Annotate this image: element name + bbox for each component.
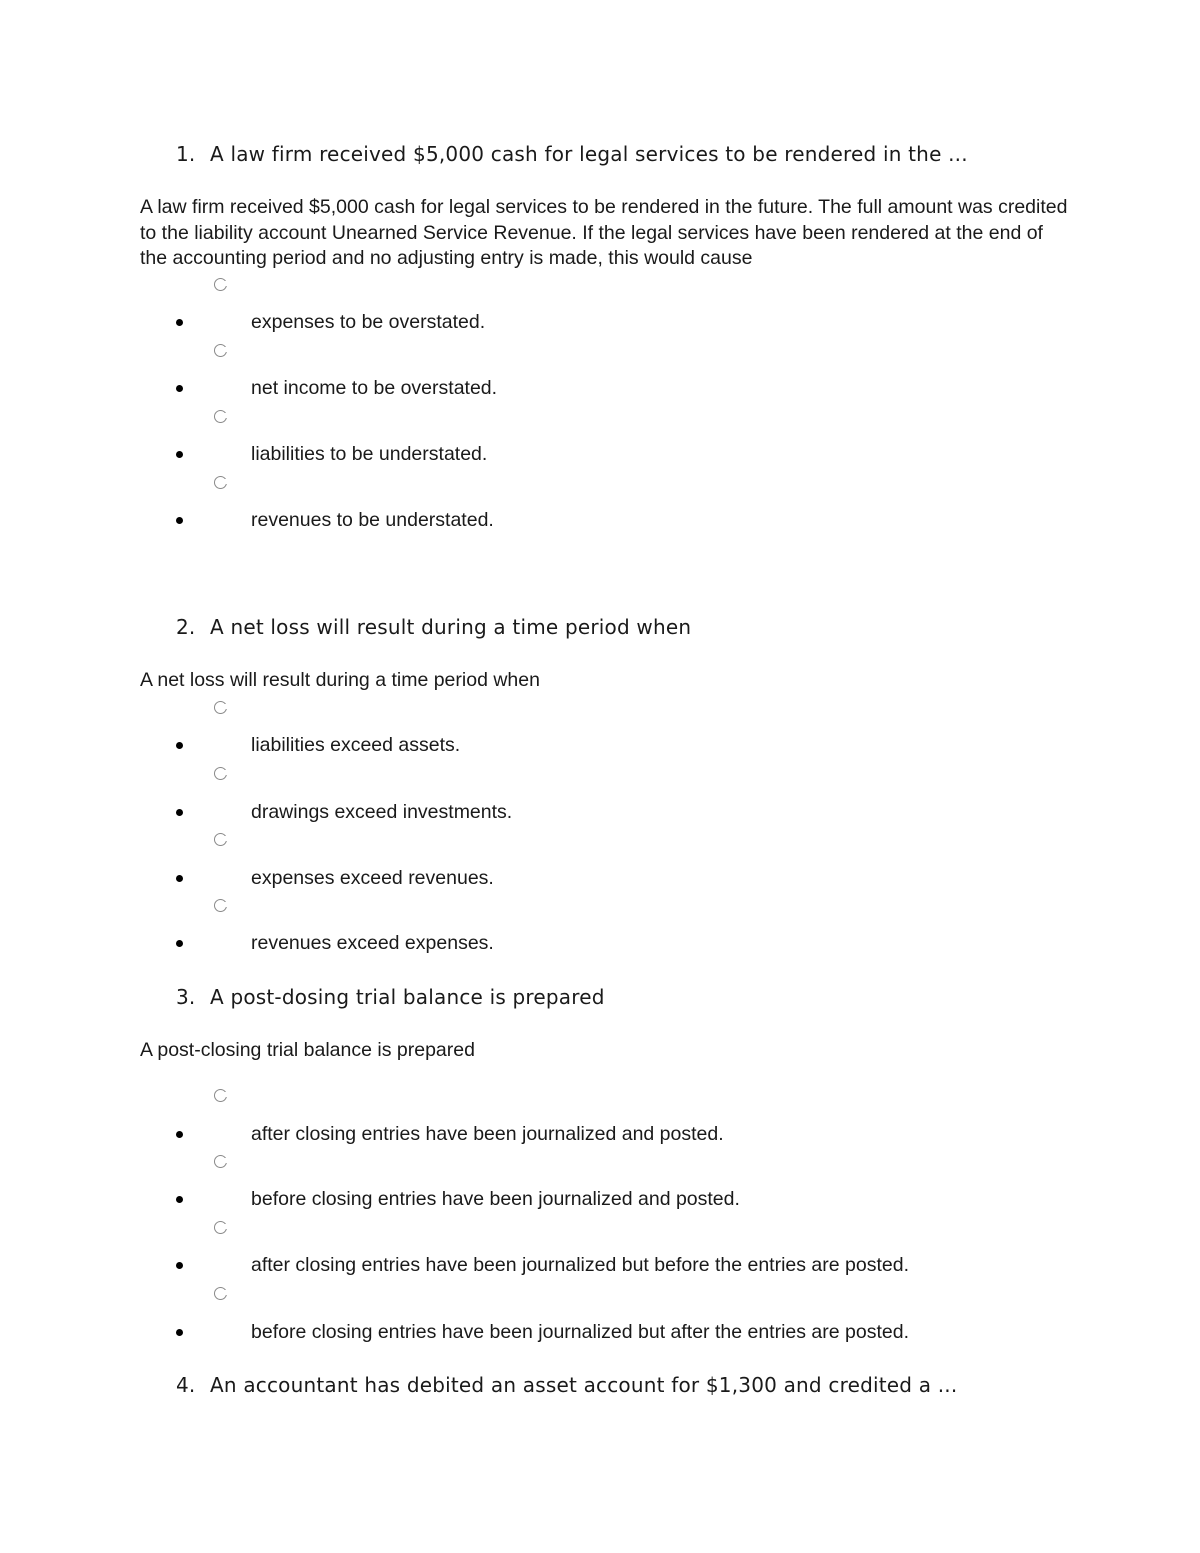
q1-option-3-label: liabilities to be understated. [251, 443, 488, 465]
question-2-number: 2. [176, 615, 196, 639]
q2-option-1-radio[interactable] [214, 701, 227, 714]
q2-option-4-bullet [176, 940, 183, 947]
question-4-title-text: An accountant has debited an asset account for $1,300 and credited a ... [210, 1373, 958, 1397]
q2-option-2-radio[interactable] [214, 767, 227, 780]
q1-option-3-bullet [176, 451, 183, 458]
q2-option-3-bullet [176, 875, 183, 882]
question-3-title-text: A post-dosing trial balance is prepared [210, 985, 605, 1009]
q1-option-4-radio[interactable] [214, 476, 227, 489]
question-3-body: A post-closing trial balance is prepared [140, 1039, 475, 1061]
question-4-title [176, 1373, 957, 1397]
q3-option-1-bullet [176, 1131, 183, 1138]
question-2-title [176, 615, 691, 639]
q1-option-1-bullet [176, 319, 183, 326]
q3-option-4-radio[interactable] [214, 1287, 227, 1300]
question-1-title [176, 142, 968, 166]
q2-option-3-radio[interactable] [214, 833, 227, 846]
q3-option-3-radio[interactable] [214, 1221, 227, 1234]
question-2-body: A net loss will result during a time period when [140, 669, 540, 691]
question-1-number: 1. [176, 142, 196, 166]
q1-option-2-label: net income to be overstated. [251, 377, 498, 399]
q3-option-1-radio[interactable] [214, 1089, 227, 1102]
question-3-number: 3. [176, 985, 196, 1009]
question-1-body: A law firm received $5,000 cash for legal services to be rendered in the future. The full amount was credited to the liability account Unearned Service Revenue. If the legal services have been rendered at the end of the accounting period and no adjusting entry is made, this would cause [140, 196, 1068, 269]
q2-option-3-label: expenses exceed revenues. [251, 867, 494, 889]
q3-option-1-label: after closing entries have been journalized and posted. [251, 1123, 724, 1145]
q3-option-2-bullet [176, 1196, 183, 1203]
q3-option-3-label: after closing entries have been journalized but before the entries are posted. [251, 1254, 910, 1276]
q1-option-3-radio[interactable] [214, 410, 227, 423]
question-2-title-text: A net loss will result during a time period when [210, 615, 692, 639]
q2-option-1-bullet [176, 742, 183, 749]
q1-option-2-bullet [176, 385, 183, 392]
q1-option-4-bullet [176, 517, 183, 524]
q1-option-2-radio[interactable] [214, 344, 227, 357]
q1-option-4-label: revenues to be understated. [251, 509, 494, 531]
q1-option-1-radio[interactable] [214, 278, 227, 291]
q2-option-4-radio[interactable] [214, 899, 227, 912]
q2-option-2-bullet [176, 809, 183, 816]
q2-option-2-label: drawings exceed investments. [251, 801, 513, 823]
q3-option-4-label: before closing entries have been journalized but after the entries are posted. [251, 1321, 910, 1343]
question-4-number: 4. [176, 1373, 196, 1397]
q3-option-2-label: before closing entries have been journalized and posted. [251, 1188, 740, 1210]
question-3-title [176, 985, 605, 1009]
question-1-title-text: A law firm received $5,000 cash for legal services to be rendered in the ... [210, 142, 968, 166]
q1-option-1-label: expenses to be overstated. [251, 311, 486, 333]
q3-option-4-bullet [176, 1329, 183, 1336]
q3-option-2-radio[interactable] [214, 1155, 227, 1168]
q3-option-3-bullet [176, 1262, 183, 1269]
q2-option-4-label: revenues exceed expenses. [251, 932, 494, 954]
q2-option-1-label: liabilities exceed assets. [251, 734, 461, 756]
